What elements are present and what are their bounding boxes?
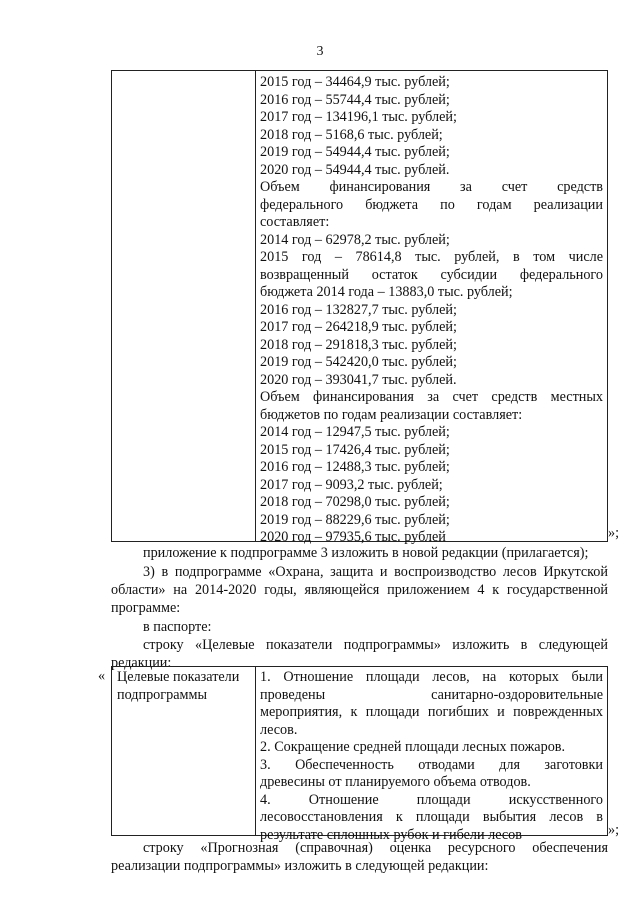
- financing-line: 2020 год – 54944,4 тыс. рублей.: [260, 161, 450, 178]
- financing-line: 2019 год – 542420,0 тыс. рублей;: [260, 354, 457, 370]
- financing-line: 2018 год – 5168,6 тыс. рублей;: [260, 126, 443, 143]
- column-divider: [255, 71, 256, 541]
- financing-line: 2015 год – 78614,8 тыс. рублей, в том числе: [260, 249, 603, 265]
- financing-line: 2017 год – 134196,1 тыс. рублей;: [260, 109, 457, 125]
- paragraph-subprogram-line: программе:: [111, 600, 181, 616]
- financing-line: 2019 год – 88229,6 тыс. рублей;: [260, 511, 450, 528]
- column-divider: [255, 667, 256, 835]
- target-line: древесины от планируемого объема отводов.: [260, 774, 531, 790]
- targets-label-line: Целевые показатели: [117, 669, 240, 685]
- financing-line: 2018 год – 70298,0 тыс. рублей;: [260, 494, 450, 510]
- financing-line: 2016 год – 132827,7 тыс. рублей;: [260, 301, 457, 318]
- targets-label-line: подпрограммы: [117, 686, 207, 703]
- financing-line: возвращенный остаток субсидии федерального: [260, 266, 603, 283]
- target-line: 3. Обеспеченность отводами для заготовки: [260, 756, 603, 773]
- financing-line: 2020 год – 393041,7 тыс. рублей.: [260, 371, 457, 388]
- financing-line: 2019 год – 54944,4 тыс. рублей;: [260, 144, 450, 160]
- financing-table: [111, 70, 608, 545]
- page-number: 3: [316, 44, 324, 59]
- target-line: мероприятия, к площади погибших и поврежденных: [260, 704, 603, 720]
- financing-line: 2014 год – 12947,5 тыс. рублей;: [260, 424, 450, 440]
- financing-line: 2015 год – 34464,9 тыс. рублей;: [260, 74, 450, 90]
- target-line: 2. Сокращение средней площади лесных пожаров.: [260, 739, 566, 755]
- target-line: 4. Отношение площади искусственного: [260, 791, 603, 808]
- financing-line: Объем финансирования за счет средств местных: [260, 389, 603, 405]
- financing-line: федерального бюджета по годам реализации: [260, 196, 603, 213]
- targets-value-cell: [260, 669, 603, 844]
- financing-line: 2017 год – 264218,9 тыс. рублей;: [260, 319, 457, 335]
- financing-cell: [260, 74, 603, 547]
- financing-line: 2014 год – 62978,2 тыс. рублей;: [260, 231, 450, 248]
- target-line: 1. Отношение площади лесов, на которых были: [260, 669, 603, 685]
- paragraph-forecast-line: реализации подпрограммы» изложить в следующей редакции:: [111, 858, 489, 874]
- paragraph-appendix: приложение к подпрограмме 3 изложить в новой редакции (прилагается);: [143, 545, 589, 561]
- paragraph-targets-line: строку «Целевые показатели подпрограммы» изложить в следующей: [143, 637, 608, 653]
- financing-line: 2018 год – 291818,3 тыс. рублей;: [260, 336, 457, 353]
- target-line: лесовосстановления к площади выбытия лесов в: [260, 809, 603, 825]
- paragraph-subprogram-line: области» на 2014-2020 годы, являющейся приложением 4 к государственной: [111, 582, 608, 598]
- financing-line: 2020 год – 97935,6 тыс. рублей: [260, 529, 446, 545]
- financing-line: Объем финансирования за счет средств: [260, 179, 603, 195]
- closing-quote: »;: [608, 822, 620, 838]
- financing-line: 2015 год – 17426,4 тыс. рублей;: [260, 441, 450, 458]
- targets-table: [111, 666, 608, 843]
- targets-label-cell: [117, 669, 253, 704]
- paragraph-forecast-line: строку «Прогнозная (справочная) оценка ресурсного обеспечения: [143, 840, 608, 856]
- target-line: проведены санитарно-оздоровительные: [260, 686, 603, 703]
- financing-line: бюджетов по годам реализации составляет:: [260, 406, 523, 423]
- paragraph-passport: в паспорте:: [143, 619, 212, 635]
- financing-line: 2016 год – 55744,4 тыс. рублей;: [260, 91, 450, 108]
- target-line: результате сплошных рубок и гибели лесов: [260, 826, 522, 843]
- paragraph-targets-line: редакции:: [111, 655, 172, 671]
- financing-line: бюджета 2014 года – 13883,0 тыс. рублей;: [260, 284, 513, 300]
- opening-quote: «: [98, 668, 106, 684]
- financing-line: 2017 год – 9093,2 тыс. рублей;: [260, 476, 443, 493]
- financing-line: составляет:: [260, 214, 330, 230]
- closing-quote: »;: [608, 525, 620, 541]
- financing-line: 2016 год – 12488,3 тыс. рублей;: [260, 459, 450, 475]
- target-line: лесов.: [260, 721, 298, 738]
- paragraph-subprogram-line: 3) в подпрограмме «Охрана, защита и воспроизводство лесов Иркутской: [143, 564, 608, 580]
